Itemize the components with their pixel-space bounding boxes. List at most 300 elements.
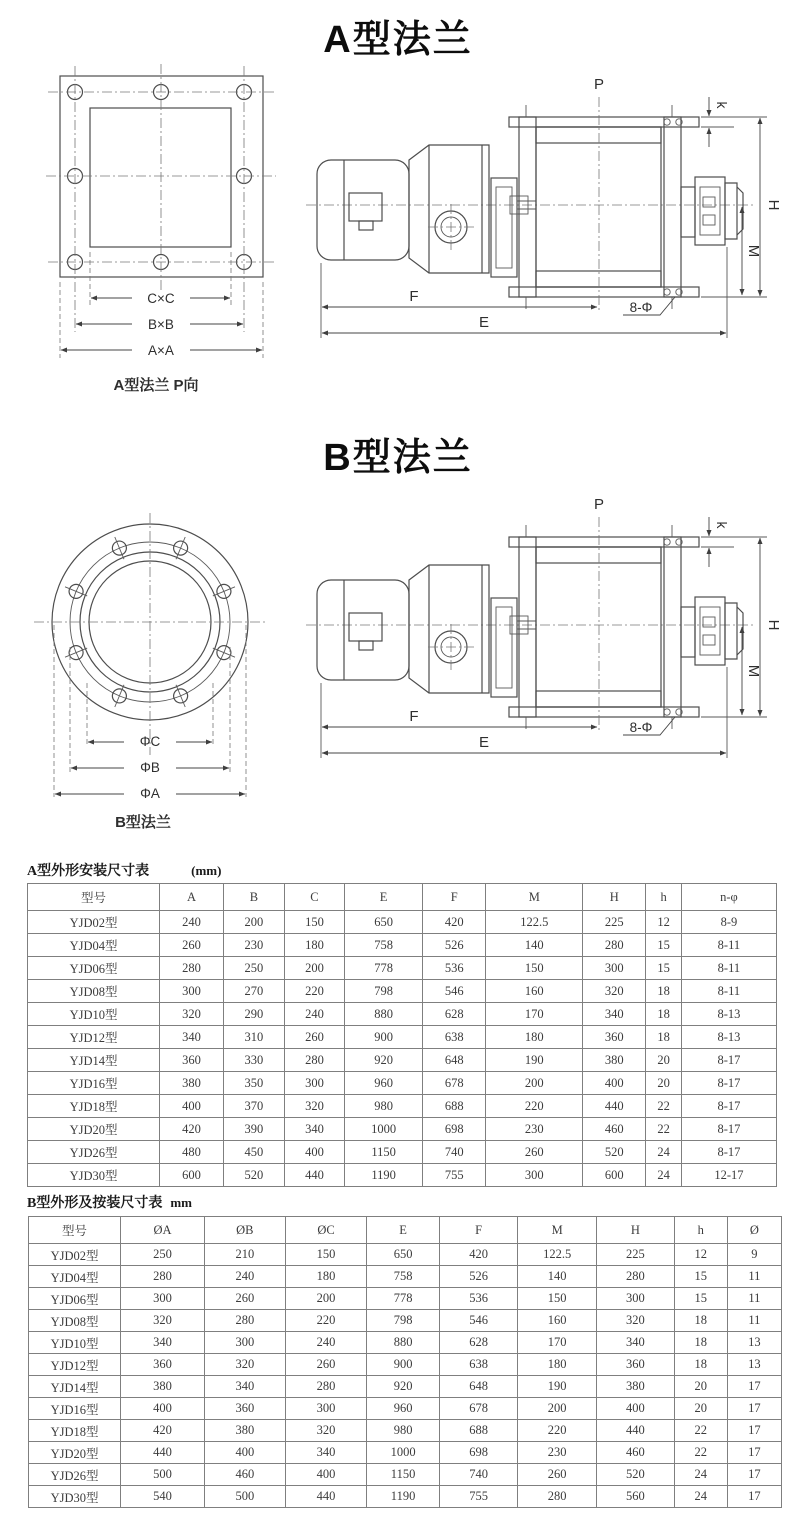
model-cell: YJD20型 xyxy=(29,1442,121,1464)
value-cell: 440 xyxy=(583,1095,646,1118)
value-cell: 22 xyxy=(646,1118,681,1141)
model-cell: YJD10型 xyxy=(29,1332,121,1354)
value-cell: 200 xyxy=(223,911,284,934)
value-cell: 360 xyxy=(583,1026,646,1049)
value-cell: 648 xyxy=(439,1376,518,1398)
value-cell: 260 xyxy=(204,1288,285,1310)
value-cell: 320 xyxy=(160,1003,224,1026)
value-cell: 280 xyxy=(284,1049,344,1072)
value-cell: 400 xyxy=(160,1095,224,1118)
value-cell: 420 xyxy=(439,1244,518,1266)
value-cell: 678 xyxy=(439,1398,518,1420)
value-cell: 240 xyxy=(285,1332,367,1354)
value-cell: 230 xyxy=(518,1442,597,1464)
value-cell: 536 xyxy=(423,957,486,980)
column-header: M xyxy=(486,884,583,911)
value-cell: 280 xyxy=(583,934,646,957)
value-cell: 360 xyxy=(121,1354,205,1376)
value-cell: 300 xyxy=(121,1288,205,1310)
model-cell: YJD30型 xyxy=(28,1164,160,1187)
value-cell: 440 xyxy=(121,1442,205,1464)
value-cell: 18 xyxy=(674,1354,727,1376)
value-cell: 900 xyxy=(367,1354,440,1376)
model-cell: YJD06型 xyxy=(28,957,160,980)
model-cell: YJD18型 xyxy=(29,1420,121,1442)
table-row xyxy=(29,1420,782,1442)
bolt-holes xyxy=(68,85,252,270)
dim-label-e: E xyxy=(478,734,490,751)
table-row xyxy=(29,1266,782,1288)
model-cell: YJD30型 xyxy=(29,1486,121,1508)
value-cell: 9 xyxy=(727,1244,781,1266)
value-cell: 340 xyxy=(160,1026,224,1049)
model-cell: YJD02型 xyxy=(28,911,160,934)
header-row xyxy=(29,1217,782,1244)
table-row xyxy=(28,1026,777,1049)
machine-side-view-drawing xyxy=(304,495,789,795)
table-b-title: B型外形及按装尺寸表 xyxy=(27,1196,163,1211)
value-cell: 210 xyxy=(204,1244,285,1266)
model-cell: YJD04型 xyxy=(28,934,160,957)
table-row xyxy=(28,980,777,1003)
dim-label-f: F xyxy=(409,288,419,305)
value-cell: 18 xyxy=(674,1310,727,1332)
value-cell: 960 xyxy=(367,1398,440,1420)
value-cell: 180 xyxy=(284,934,344,957)
column-header: h xyxy=(674,1217,727,1244)
value-cell: 20 xyxy=(646,1072,681,1095)
value-cell: 220 xyxy=(285,1310,367,1332)
value-cell: 440 xyxy=(285,1486,367,1508)
dim-phia xyxy=(55,786,245,801)
a-flange-front-view xyxy=(28,60,288,400)
column-header: F xyxy=(423,884,486,911)
value-cell: 560 xyxy=(596,1486,674,1508)
value-cell: 11 xyxy=(727,1288,781,1310)
value-cell: 18 xyxy=(646,1003,681,1026)
dim-label-m: M xyxy=(745,244,762,258)
value-cell: 17 xyxy=(727,1376,781,1398)
table-row xyxy=(28,957,777,980)
value-cell: 546 xyxy=(439,1310,518,1332)
value-cell: 300 xyxy=(284,1072,344,1095)
value-cell: 320 xyxy=(285,1420,367,1442)
dim-label-h: H xyxy=(765,619,782,631)
b-front-caption: B型法兰 xyxy=(115,814,171,831)
dim-label-m: M xyxy=(745,664,762,678)
value-cell: 300 xyxy=(583,957,646,980)
value-cell: 980 xyxy=(367,1420,440,1442)
column-header: A xyxy=(160,884,224,911)
value-cell: 22 xyxy=(674,1442,727,1464)
section-b-title: B型法兰 xyxy=(323,437,473,479)
value-cell: 17 xyxy=(727,1398,781,1420)
value-cell: 230 xyxy=(486,1118,583,1141)
column-header: 型号 xyxy=(29,1217,121,1244)
square-flange-plate xyxy=(60,76,263,277)
value-cell: 460 xyxy=(596,1442,674,1464)
a-front-caption: A型法兰 P向 xyxy=(113,377,199,394)
value-cell: 280 xyxy=(121,1266,205,1288)
dim-label-bxb: B×B xyxy=(148,317,174,332)
value-cell: 678 xyxy=(423,1072,486,1095)
model-cell: YJD18型 xyxy=(28,1095,160,1118)
value-cell: 920 xyxy=(345,1049,423,1072)
value-cell: 540 xyxy=(121,1486,205,1508)
value-cell: 260 xyxy=(486,1141,583,1164)
value-cell: 300 xyxy=(596,1288,674,1310)
value-cell: 320 xyxy=(204,1354,285,1376)
value-cell: 170 xyxy=(518,1332,597,1354)
value-cell: 526 xyxy=(439,1266,518,1288)
value-cell: 180 xyxy=(518,1354,597,1376)
column-header: ØC xyxy=(285,1217,367,1244)
dim-e xyxy=(322,667,727,758)
dim-label-k: k xyxy=(714,101,730,109)
value-cell: 170 xyxy=(486,1003,583,1026)
value-cell: 190 xyxy=(486,1049,583,1072)
value-cell: 330 xyxy=(223,1049,284,1072)
table-b-caption xyxy=(27,1192,192,1212)
value-cell: 400 xyxy=(121,1398,205,1420)
value-cell: 13 xyxy=(727,1332,781,1354)
value-cell: 310 xyxy=(223,1026,284,1049)
value-cell: 8-17 xyxy=(681,1118,776,1141)
value-cell: 380 xyxy=(596,1376,674,1398)
coupling xyxy=(491,598,536,697)
value-cell: 18 xyxy=(646,980,681,1003)
value-cell: 798 xyxy=(367,1310,440,1332)
value-cell: 900 xyxy=(345,1026,423,1049)
value-cell: 740 xyxy=(439,1464,518,1486)
value-cell: 18 xyxy=(674,1332,727,1354)
value-cell: 260 xyxy=(285,1354,367,1376)
value-cell: 8-11 xyxy=(681,980,776,1003)
column-header: n-φ xyxy=(681,884,776,911)
column-header: E xyxy=(345,884,423,911)
model-cell: YJD26型 xyxy=(29,1464,121,1486)
value-cell: 778 xyxy=(367,1288,440,1310)
bolt-callout xyxy=(623,717,675,735)
value-cell: 755 xyxy=(423,1164,486,1187)
value-cell: 370 xyxy=(223,1095,284,1118)
value-cell: 400 xyxy=(596,1398,674,1420)
value-cell: 340 xyxy=(596,1332,674,1354)
value-cell: 500 xyxy=(121,1464,205,1486)
value-cell: 290 xyxy=(223,1003,284,1026)
value-cell: 260 xyxy=(518,1464,597,1486)
value-cell: 8-9 xyxy=(681,911,776,934)
column-header: E xyxy=(367,1217,440,1244)
value-cell: 420 xyxy=(121,1420,205,1442)
model-cell: YJD14型 xyxy=(28,1049,160,1072)
value-cell: 15 xyxy=(674,1288,727,1310)
value-cell: 450 xyxy=(223,1141,284,1164)
value-cell: 240 xyxy=(204,1266,285,1288)
dim-p xyxy=(594,76,604,313)
value-cell: 280 xyxy=(204,1310,285,1332)
value-cell: 798 xyxy=(345,980,423,1003)
value-cell: 22 xyxy=(646,1095,681,1118)
value-cell: 360 xyxy=(160,1049,224,1072)
header-row xyxy=(28,884,777,911)
table-row xyxy=(29,1354,782,1376)
value-cell: 688 xyxy=(423,1095,486,1118)
dim-label-p: P xyxy=(593,496,605,513)
column-header: ØA xyxy=(121,1217,205,1244)
value-cell: 480 xyxy=(160,1141,224,1164)
value-cell: 15 xyxy=(674,1266,727,1288)
table-row xyxy=(28,1141,777,1164)
value-cell: 15 xyxy=(646,934,681,957)
value-cell: 380 xyxy=(204,1420,285,1442)
value-cell: 180 xyxy=(486,1026,583,1049)
value-cell: 260 xyxy=(284,1026,344,1049)
value-cell: 225 xyxy=(596,1244,674,1266)
value-cell: 536 xyxy=(439,1288,518,1310)
value-cell: 280 xyxy=(285,1376,367,1398)
dim-k xyxy=(701,97,734,147)
value-cell: 220 xyxy=(486,1095,583,1118)
value-cell: 200 xyxy=(518,1398,597,1420)
value-cell: 20 xyxy=(646,1049,681,1072)
value-cell: 920 xyxy=(367,1376,440,1398)
value-cell: 526 xyxy=(423,934,486,957)
value-cell: 350 xyxy=(223,1072,284,1095)
b-side-view xyxy=(304,495,789,795)
valve-body xyxy=(509,525,699,729)
value-cell: 320 xyxy=(121,1310,205,1332)
model-cell: YJD16型 xyxy=(28,1072,160,1095)
value-cell: 12 xyxy=(674,1244,727,1266)
dim-label-h: H xyxy=(765,199,782,211)
value-cell: 230 xyxy=(223,934,284,957)
value-cell: 628 xyxy=(439,1332,518,1354)
value-cell: 280 xyxy=(160,957,224,980)
value-cell: 390 xyxy=(223,1118,284,1141)
column-header: h xyxy=(646,884,681,911)
value-cell: 11 xyxy=(727,1266,781,1288)
dim-label-cxc: C×C xyxy=(147,291,175,306)
table-row xyxy=(28,1072,777,1095)
value-cell: 1190 xyxy=(367,1486,440,1508)
value-cell: 190 xyxy=(518,1376,597,1398)
value-cell: 150 xyxy=(486,957,583,980)
value-cell: 880 xyxy=(367,1332,440,1354)
value-cell: 300 xyxy=(204,1332,285,1354)
table-row xyxy=(28,1095,777,1118)
model-cell: YJD06型 xyxy=(29,1288,121,1310)
value-cell: 13 xyxy=(727,1354,781,1376)
value-cell: 400 xyxy=(204,1442,285,1464)
column-header: Ø xyxy=(727,1217,781,1244)
value-cell: 8-13 xyxy=(681,1003,776,1026)
value-cell: 20 xyxy=(674,1376,727,1398)
value-cell: 24 xyxy=(674,1464,727,1486)
column-header: 型号 xyxy=(28,884,160,911)
value-cell: 150 xyxy=(518,1288,597,1310)
value-cell: 250 xyxy=(121,1244,205,1266)
bearing-housing xyxy=(681,177,743,245)
value-cell: 420 xyxy=(423,911,486,934)
dim-cxc xyxy=(91,291,230,306)
value-cell: 650 xyxy=(367,1244,440,1266)
dim-label-phib: ΦB xyxy=(140,760,160,775)
value-cell: 15 xyxy=(646,957,681,980)
dim-m xyxy=(742,207,762,295)
coupling xyxy=(491,178,536,277)
dim-label-axa: A×A xyxy=(148,343,174,358)
value-cell: 520 xyxy=(596,1464,674,1486)
model-cell: YJD04型 xyxy=(29,1266,121,1288)
value-cell: 688 xyxy=(439,1420,518,1442)
value-cell: 1150 xyxy=(345,1141,423,1164)
value-cell: 22 xyxy=(674,1420,727,1442)
value-cell: 600 xyxy=(583,1164,646,1187)
b-flange-front-view xyxy=(30,505,280,840)
value-cell: 340 xyxy=(204,1376,285,1398)
value-cell: 1190 xyxy=(345,1164,423,1187)
value-cell: 8-13 xyxy=(681,1026,776,1049)
dim-e xyxy=(322,247,727,338)
value-cell: 17 xyxy=(727,1442,781,1464)
dim-axa xyxy=(61,343,262,358)
table-row xyxy=(28,1164,777,1187)
column-header: ØB xyxy=(204,1217,285,1244)
value-cell: 17 xyxy=(727,1420,781,1442)
value-cell: 440 xyxy=(284,1164,344,1187)
value-cell: 600 xyxy=(160,1164,224,1187)
value-cell: 8-17 xyxy=(681,1095,776,1118)
value-cell: 24 xyxy=(646,1141,681,1164)
table-row xyxy=(28,1003,777,1026)
a-side-view xyxy=(304,75,789,375)
model-cell: YJD10型 xyxy=(28,1003,160,1026)
model-cell: YJD08型 xyxy=(29,1310,121,1332)
value-cell: 638 xyxy=(423,1026,486,1049)
table-row xyxy=(29,1376,782,1398)
value-cell: 200 xyxy=(284,957,344,980)
value-cell: 280 xyxy=(596,1266,674,1288)
column-header: C xyxy=(284,884,344,911)
value-cell: 520 xyxy=(583,1141,646,1164)
value-cell: 638 xyxy=(439,1354,518,1376)
value-cell: 778 xyxy=(345,957,423,980)
table-row xyxy=(28,1118,777,1141)
table-row xyxy=(29,1486,782,1508)
value-cell: 150 xyxy=(285,1244,367,1266)
dim-label-phic: ΦC xyxy=(139,734,161,749)
value-cell: 380 xyxy=(583,1049,646,1072)
gearbox-housing xyxy=(409,145,489,273)
value-cell: 880 xyxy=(345,1003,423,1026)
dim-f xyxy=(321,263,597,338)
table-row xyxy=(28,934,777,957)
value-cell: 380 xyxy=(121,1376,205,1398)
value-cell: 980 xyxy=(345,1095,423,1118)
value-cell: 300 xyxy=(160,980,224,1003)
value-cell: 225 xyxy=(583,911,646,934)
value-cell: 200 xyxy=(486,1072,583,1095)
value-cell: 8-17 xyxy=(681,1072,776,1095)
value-cell: 546 xyxy=(423,980,486,1003)
value-cell: 380 xyxy=(160,1072,224,1095)
table-a-unit: (mm) xyxy=(191,863,222,878)
value-cell: 240 xyxy=(160,911,224,934)
table-row xyxy=(29,1442,782,1464)
dim-p xyxy=(594,496,604,733)
value-cell: 320 xyxy=(583,980,646,1003)
value-cell: 250 xyxy=(223,957,284,980)
value-cell: 960 xyxy=(345,1072,423,1095)
value-cell: 698 xyxy=(439,1442,518,1464)
value-cell: 11 xyxy=(727,1310,781,1332)
table-row xyxy=(29,1464,782,1486)
value-cell: 758 xyxy=(367,1266,440,1288)
value-cell: 520 xyxy=(223,1164,284,1187)
dim-bxb xyxy=(76,317,243,332)
value-cell: 1000 xyxy=(345,1118,423,1141)
bolt-callout-label: 8-Φ xyxy=(629,720,653,735)
value-cell: 755 xyxy=(439,1486,518,1508)
value-cell: 200 xyxy=(285,1288,367,1310)
value-cell: 440 xyxy=(596,1420,674,1442)
table-row xyxy=(29,1244,782,1266)
table-row xyxy=(29,1288,782,1310)
value-cell: 8-17 xyxy=(681,1049,776,1072)
value-cell: 270 xyxy=(223,980,284,1003)
table-row xyxy=(28,1049,777,1072)
column-header: F xyxy=(439,1217,518,1244)
bolt-callout xyxy=(623,297,675,315)
table-row xyxy=(28,911,777,934)
table-row xyxy=(29,1398,782,1420)
value-cell: 220 xyxy=(284,980,344,1003)
value-cell: 420 xyxy=(160,1118,224,1141)
dim-phib xyxy=(71,760,229,775)
dim-label-k: k xyxy=(714,521,730,529)
value-cell: 160 xyxy=(518,1310,597,1332)
value-cell: 12 xyxy=(646,911,681,934)
value-cell: 160 xyxy=(486,980,583,1003)
value-cell: 320 xyxy=(596,1310,674,1332)
value-cell: 340 xyxy=(583,1003,646,1026)
value-cell: 400 xyxy=(284,1141,344,1164)
bearing-housing xyxy=(681,597,743,665)
dim-label-e: E xyxy=(478,314,490,331)
model-cell: YJD16型 xyxy=(29,1398,121,1420)
value-cell: 460 xyxy=(583,1118,646,1141)
dim-phic xyxy=(88,734,212,749)
value-cell: 8-11 xyxy=(681,934,776,957)
dim-label-phia: ΦA xyxy=(140,786,160,801)
bolt-callout-label: 8-Φ xyxy=(629,300,653,315)
value-cell: 150 xyxy=(284,911,344,934)
value-cell: 140 xyxy=(486,934,583,957)
value-cell: 300 xyxy=(285,1398,367,1420)
value-cell: 24 xyxy=(674,1486,727,1508)
value-cell: 320 xyxy=(284,1095,344,1118)
motor xyxy=(317,580,409,680)
table-a-title: A型外形安装尺寸表 xyxy=(27,864,150,879)
value-cell: 280 xyxy=(518,1486,597,1508)
column-header: H xyxy=(596,1217,674,1244)
gearbox-housing xyxy=(409,565,489,693)
value-cell: 360 xyxy=(596,1354,674,1376)
model-cell: YJD12型 xyxy=(28,1026,160,1049)
value-cell: 140 xyxy=(518,1266,597,1288)
dim-k xyxy=(701,517,734,567)
